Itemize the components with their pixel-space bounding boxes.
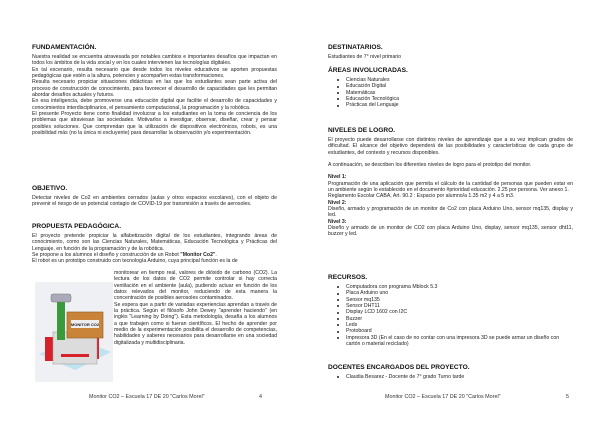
section-heading: RECURSOS. <box>328 274 368 281</box>
paragraph: Detectar niveles de Co2 en ambientes cerrados (aulas y otros espacios escolares), con el objeto de prevenir el riesgo de un potencial contagio de COVID-19 por transmisión a través de aerosoles. <box>32 195 277 208</box>
objetivo-section <box>32 185 277 208</box>
list-item: Protoboard <box>346 328 573 334</box>
paragraph: El robot es un prototipo construido con tecnología Arduino, cuya principal función es la de <box>32 258 238 265</box>
list-item: Claudia Besarez - Docente de 7° grado Turno tarde <box>346 374 573 380</box>
figure-label: MONITOR CO2 <box>70 322 100 327</box>
section-heading: NIVELES DE LOGRO. <box>328 127 396 134</box>
page-footer: Monitor CO2 – Escuela 17 DE 20 "Carlos Morel" <box>385 394 501 400</box>
list-item: Prácticas del Lenguaje <box>346 102 573 108</box>
recursos-list <box>328 284 573 347</box>
list-item: Computadora con programa Mblock 5.3 <box>346 284 573 290</box>
list-item: Matemáticas <box>346 90 573 96</box>
paragraph: Diseño y armado de un monitor de CO2 con placa Arduino Uno, display, sensor mq135, sensor dht11, buzzer y led. <box>328 225 573 238</box>
list-item: Placa Arduino uno <box>346 290 573 296</box>
paragraph: A continuación, se describen los diferentes niveles de logro para el prototipo del monitor. <box>328 162 532 169</box>
list-item: Ciencias Naturales <box>346 77 573 83</box>
section-heading: DOCENTES ENCARGADOS DEL PROYECTO. <box>328 364 470 371</box>
areas-list <box>328 77 573 109</box>
fundamentacion-section <box>32 44 277 136</box>
list-item: Leds <box>346 322 573 328</box>
page-number: 5 <box>566 394 569 400</box>
list-item: Buzzer <box>346 316 573 322</box>
text: Se propone a los alumnos el diseño y construcción de un Robot <box>32 252 181 259</box>
propuesta-side-text <box>114 270 277 346</box>
paragraph: monitorear en tiempo real, valores de dióxido de carbono (CO2). La lectura de los datos de CO2 permite controlar si hay correcta ventilación en el ambiente (aula), pudiendo actuar en función de los datos relevados del monitor, reduciendo de esta manera la concentración de posibles aerosoles contaminados. <box>114 270 277 302</box>
section-heading: OBJETIVO. <box>32 185 68 192</box>
robot-name: "Monitor Co2" <box>180 252 216 259</box>
section-heading: FUNDAMENTACIÓN. <box>32 44 97 51</box>
paragraph: El proyecto pretende propiciar la alfabetización digital de los estudiantes, integrando áreas de conocimiento, como son las Ciencias Naturales, Matemáticas, Educación Tecnológica y Prácticas del Lenguaje, en función de la programación y de la robótica. <box>32 233 277 252</box>
list-item: Educación Digital <box>346 83 573 89</box>
recursos-section <box>328 274 573 347</box>
page-number: 4 <box>259 394 262 400</box>
section-heading: DESTINATARIOS. <box>328 44 383 51</box>
areas-section <box>328 67 573 109</box>
destinatarios-section <box>328 44 573 60</box>
paragraph: Nuestra realidad se encuentra atravesada por notables cambios e importantes desafíos que impactan en todos los ámbitos de la vida social y en los cuales intervienen las tecnologías digitales. <box>32 54 277 67</box>
propuesta-section <box>32 223 277 265</box>
level-label: Nivel 1: <box>328 174 347 181</box>
niveles-section <box>328 127 573 238</box>
paragraph: El presente Proyecto tiene como finalidad involucrar a los estudiantes en la toma de conciencia de los problemas que atraviesan las sociedades. Motivarlos a investigar, observar, diseñar, crear y pensar posibles soluciones. Que comprendan que la utilización de dispositivos electrónicos, robots, es una posibilidad más (no la única ni excluyente) para desarrollar la observación y/o experimentación. <box>32 111 277 137</box>
level-label: Nivel 2: <box>328 199 347 206</box>
list-item: Educación Tecnológica <box>346 96 573 102</box>
paragraph: Reglamento Escolar CABA, Art. 90.2 : Espacio por alumno/a 1.35 m2 y 4 a 5 m3. <box>328 193 515 200</box>
monitor-robot-image <box>35 282 113 382</box>
list-item: Display LCD 1602 con I2C <box>346 309 573 315</box>
level-label: Nivel 3: <box>328 218 347 225</box>
page-5 <box>300 0 600 424</box>
paragraph: En esa inteligencia, debe promoverse una educación digital que facilite el desarrollo de capacidades y conocimientos interdisciplinarios, el pensamiento computacional, la programación y la robótica. <box>32 98 277 111</box>
list-item: Sensor DHT11 <box>346 303 573 309</box>
paragraph: Estudiantes de 7° nivel primario <box>328 54 402 60</box>
paragraph: Diseño, armado y programación de un monitor de Co2 con placa Arduino Uno, sensor mq135, display y led. <box>328 206 573 219</box>
list-item: Impresora 3D (En el caso de no contar con una impresora 3D se puede armar un diseño con cartón o material reciclado) <box>346 335 573 348</box>
section-heading: PROPUESTA PEDAGÓGICA. <box>32 223 122 230</box>
paragraph: En tal escenario, resulta necesario que desde todos los niveles educativos se aporten propuestas pedagógicas que estén a la altura, potencien y acompañen estas transformaciones. <box>32 66 277 80</box>
page-footer: Monitor CO2 – Escuela 17 DE 20 "Carlos Morel" <box>89 394 205 400</box>
paragraph: Se espera que a partir de variadas experiencias aprendan a través de la práctica. Según el filósofo John Dewey "aprender haciendo" (en inglés "Learning by Doing"). Esta metodología, desafía a los alumnos a que trabajen como si fueran científicos. El hecho de aprender por medio de la experimentación posibilita el desarrollo de competencias, habilidades y saberes necesarios para desarrollarse en una sociedad digitalizada y multidisciplinaria. <box>114 301 277 346</box>
paragraph: Resulta necesario propiciar situaciones didácticas en las que los estudiantes sean parte activa del proceso de construcción de conocimiento, para favorecer el desarrollo de capacidades que les permitan abordar desafíos actuales y futuros. <box>32 79 277 99</box>
section-heading: ÁREAS INVOLUCRADAS. <box>328 67 408 74</box>
docentes-list <box>328 374 573 380</box>
text: . <box>215 252 217 259</box>
paragraph: Programación de una aplicación que permita el cálculo de la cantidad de personas que pueden estar en un ambiente según lo establecido en el documento #prioridad educación. 2.25 por persona. Ver anexo 1. <box>328 180 573 194</box>
docentes-section <box>328 364 573 380</box>
list-item: Sensor mq135 <box>346 297 573 303</box>
paragraph: El proyecto puede desarrollarse con distintos niveles de aprendizaje que a su vez implican grados de dificultad. El alcance del objetivo dependerá de las posibilidades y características de cada grupo de estudiantes, del contexto y recursos disponibles. <box>328 137 573 156</box>
